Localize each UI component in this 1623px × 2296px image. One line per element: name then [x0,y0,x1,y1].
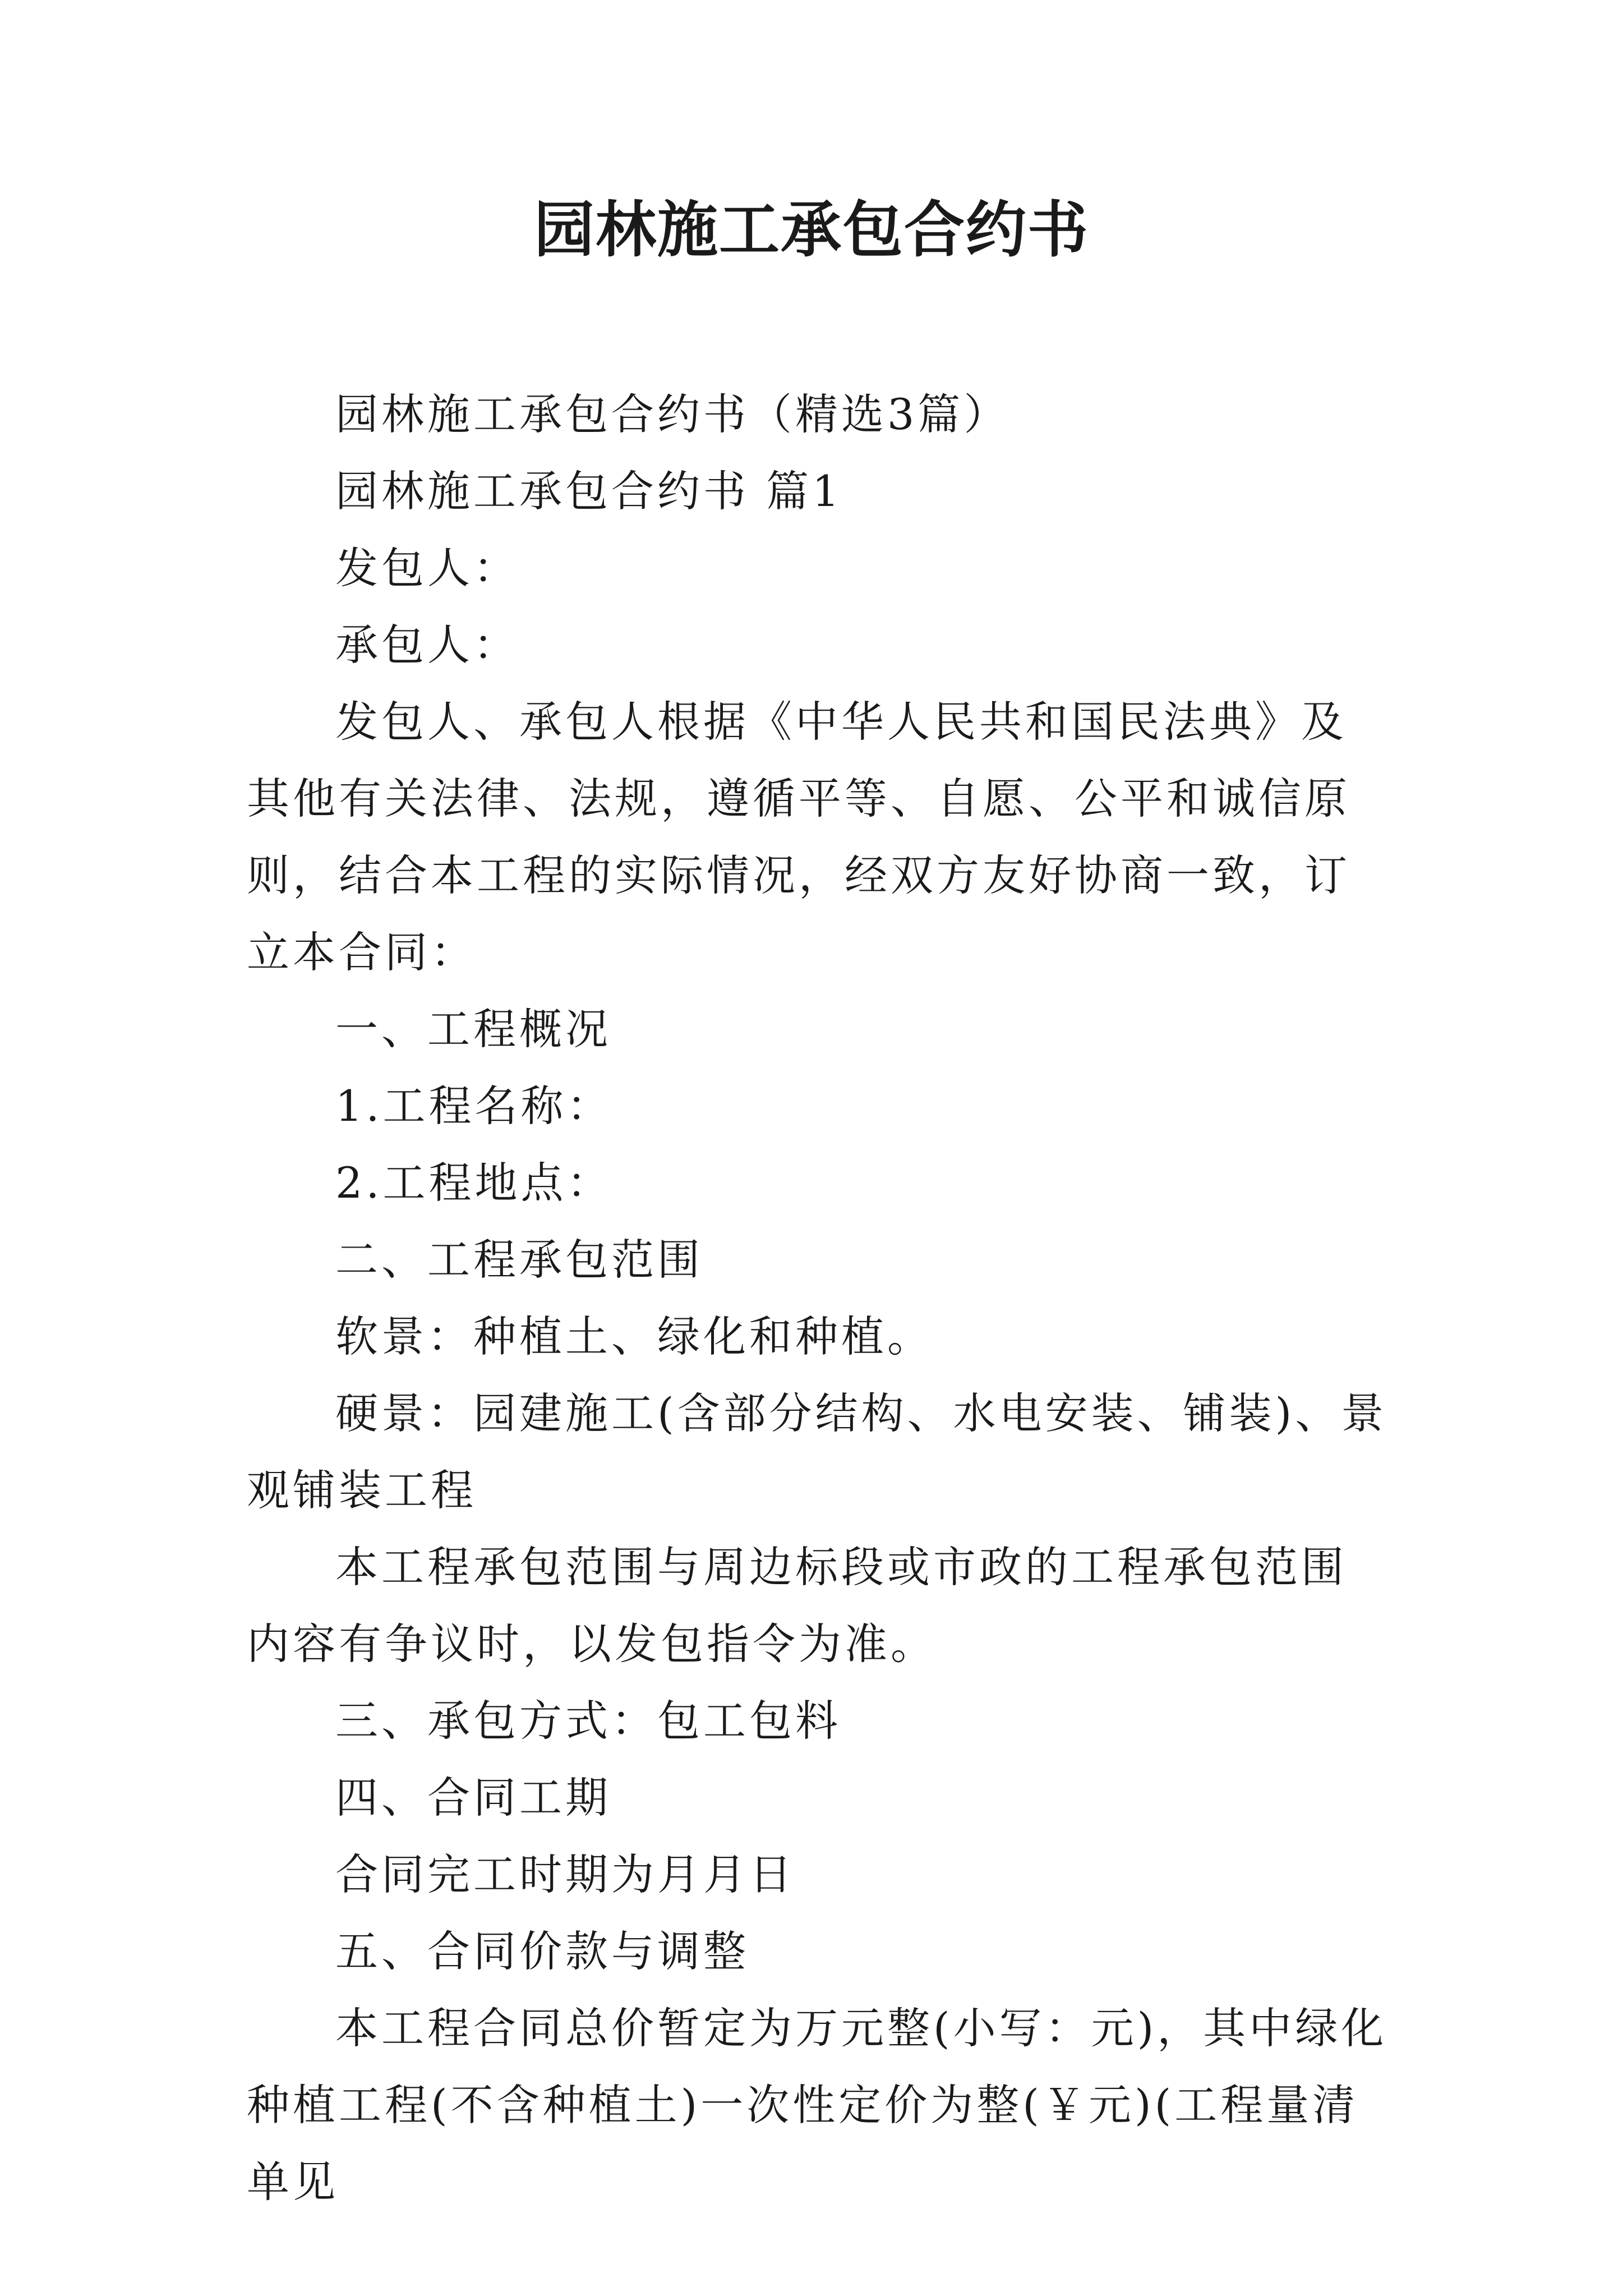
paragraph-project-location: 2.工程地点： [335,1158,613,1208]
paragraph-subtitle: 园林施工承包合约书（精选3篇） [335,389,1010,439]
paragraph-employer: 发包人： [335,543,519,593]
paragraph-contract-price: 本工程合同总价暂定为万元整(小写：元)，其中绿化种植工程(不含种植土)一次性定价为整(￥元)(工程量清单见 [247,2003,1387,2207]
section-heading-price: 五、合同价款与调整 [335,1926,749,1976]
paragraph-scope-dispute: 本工程承包范围与周边标段或市政的工程承包范围内容有争议时，以发包指令为准。 [247,1542,1347,1669]
section-heading-duration: 四、合同工期 [335,1773,611,1823]
section-heading-overview: 一、工程概况 [335,1004,611,1054]
paragraph-part-heading: 园林施工承包合约书 篇1 [335,466,843,516]
paragraph-softscape: 软景：种植土、绿化和种植。 [335,1312,933,1361]
paragraph-completion-date: 合同完工时期为月月日 [335,1849,795,1899]
section-heading-scope: 二、工程承包范围 [335,1235,703,1285]
paragraph-project-name: 1.工程名称： [335,1081,613,1131]
paragraph-contractor: 承包人： [335,620,519,670]
paragraph-preamble: 发包人、承包人根据《中华人民共和国民法典》及其他有关法律、法规，遵循平等、自愿、公平和诚信原则，结合本工程的实际情况，经双方友好协商一致，订立本合同： [247,697,1350,977]
section-heading-method: 三、承包方式：包工包料 [335,1696,841,1746]
document-body [247,376,1391,2220]
paragraph-hardscape: 硬景：园建施工(含部分结构、水电安装、铺装)、景观铺装工程 [247,1388,1387,1515]
document-title: 园林施工承包合约书 [533,195,1089,265]
